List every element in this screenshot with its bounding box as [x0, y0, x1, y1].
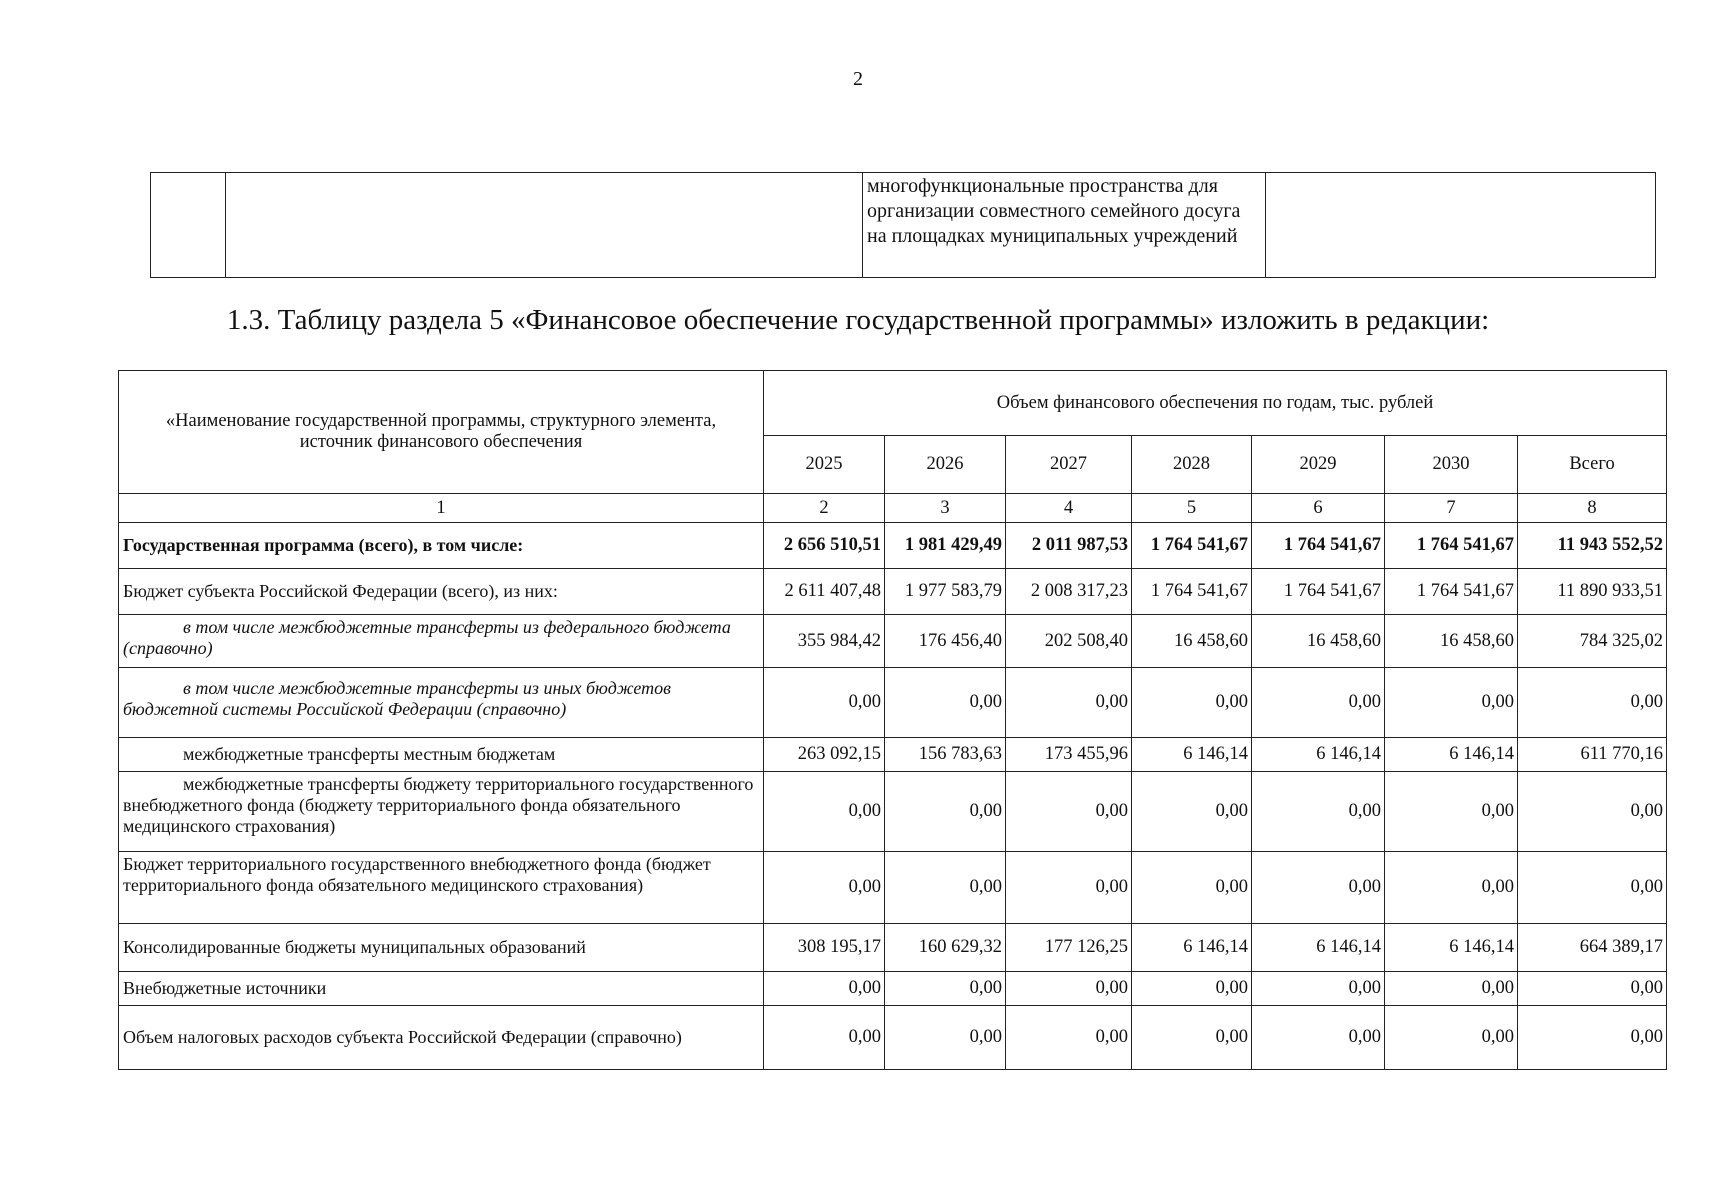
- value-cell: 6 146,14: [1132, 738, 1252, 772]
- page-number: 2: [853, 68, 863, 90]
- column-number: 7: [1385, 494, 1518, 523]
- value-cell: 0,00: [1252, 972, 1385, 1006]
- row-name: Бюджет территориального государственного внебюджетного фонда (бюджет территориального фонда обязательного медицинского страхования): [119, 852, 764, 924]
- row-name: Консолидированные бюджеты муниципальных образований: [119, 924, 764, 972]
- table-row: [119, 924, 1667, 972]
- value-cell: 0,00: [764, 668, 885, 738]
- value-cell: 6 146,14: [1252, 738, 1385, 772]
- value-cell: 0,00: [885, 1006, 1006, 1070]
- row-name: Государственная программа (всего), в том числе:: [119, 523, 764, 569]
- value-cell: 16 458,60: [1132, 615, 1252, 668]
- table-row: [119, 772, 1667, 852]
- value-cell: 0,00: [1252, 852, 1385, 924]
- table-row: [119, 569, 1667, 615]
- row-name: Объем налоговых расходов субъекта Российской Федерации (справочно): [119, 1006, 764, 1070]
- row-name: Бюджет субъекта Российской Федерации (всего), из них:: [119, 569, 764, 615]
- value-cell: 0,00: [1385, 668, 1518, 738]
- value-cell: 6 146,14: [1385, 924, 1518, 972]
- value-cell: 0,00: [764, 1006, 885, 1070]
- column-number: 6: [1252, 494, 1385, 523]
- year-header: 2030: [1385, 436, 1518, 494]
- row-name: межбюджетные трансферты бюджету территориального государственного внебюджетного фонда (бюджету территориального фонда обязательного медицинского страхования): [119, 772, 764, 852]
- year-header: 2029: [1252, 436, 1385, 494]
- value-cell: 0,00: [1252, 668, 1385, 738]
- value-cell: 0,00: [885, 772, 1006, 852]
- value-cell: 11 943 552,52: [1518, 523, 1667, 569]
- value-cell: 0,00: [1006, 1006, 1132, 1070]
- value-cell: 0,00: [1132, 668, 1252, 738]
- table-row: [151, 173, 1656, 278]
- value-cell: 2 611 407,48: [764, 569, 885, 615]
- value-cell: 176 456,40: [885, 615, 1006, 668]
- value-cell: 202 508,40: [1006, 615, 1132, 668]
- value-cell: 263 092,15: [764, 738, 885, 772]
- value-cell: 0,00: [1006, 772, 1132, 852]
- table-row: [119, 1006, 1667, 1070]
- value-cell: 1 764 541,67: [1385, 523, 1518, 569]
- value-cell: 0,00: [1518, 668, 1667, 738]
- column-number: 8: [1518, 494, 1667, 523]
- value-cell: 664 389,17: [1518, 924, 1667, 972]
- value-cell: 0,00: [885, 972, 1006, 1006]
- value-cell: 0,00: [1518, 772, 1667, 852]
- value-cell: 2 011 987,53: [1006, 523, 1132, 569]
- value-cell: 0,00: [1252, 772, 1385, 852]
- value-cell: 6 146,14: [1252, 924, 1385, 972]
- value-cell: 177 126,25: [1006, 924, 1132, 972]
- value-cell: 1 764 541,67: [1385, 569, 1518, 615]
- row-name: межбюджетные трансферты местным бюджетам: [119, 738, 764, 772]
- table-cell: [151, 173, 226, 278]
- value-cell: 11 890 933,51: [1518, 569, 1667, 615]
- value-cell: 1 764 541,67: [1132, 523, 1252, 569]
- total-header: Всего: [1518, 436, 1667, 494]
- value-cell: 0,00: [1385, 852, 1518, 924]
- value-cell: 0,00: [1132, 852, 1252, 924]
- header-row: [119, 371, 1667, 436]
- value-cell: 0,00: [1006, 852, 1132, 924]
- value-cell: 1 764 541,67: [1252, 523, 1385, 569]
- value-cell: 0,00: [1132, 772, 1252, 852]
- value-cell: 0,00: [1518, 1006, 1667, 1070]
- section-heading: 1.3. Таблицу раздела 5 «Финансовое обеспечение государственной программы» изложить в редакции:: [226, 304, 1490, 336]
- value-cell: 0,00: [764, 772, 885, 852]
- column-number: 2: [764, 494, 885, 523]
- value-cell: 1 764 541,67: [1132, 569, 1252, 615]
- value-cell: 156 783,63: [885, 738, 1006, 772]
- column-numbers-row: [119, 494, 1667, 523]
- value-cell: 355 984,42: [764, 615, 885, 668]
- value-cell: 0,00: [1006, 668, 1132, 738]
- value-cell: 173 455,96: [1006, 738, 1132, 772]
- value-cell: 2 656 510,51: [764, 523, 885, 569]
- value-cell: 0,00: [885, 668, 1006, 738]
- table-cell: [863, 173, 1266, 278]
- value-cell: 0,00: [1385, 1006, 1518, 1070]
- row-name: в том числе межбюджетные трансферты из иных бюджетов бюджетной системы Российской Федерации (справочно): [119, 668, 764, 738]
- value-cell: 611 770,16: [1518, 738, 1667, 772]
- value-cell: 6 146,14: [1132, 924, 1252, 972]
- value-cell: 1 977 583,79: [885, 569, 1006, 615]
- value-cell: 1 764 541,67: [1252, 569, 1385, 615]
- value-cell: 784 325,02: [1518, 615, 1667, 668]
- continuation-table: [150, 172, 1656, 278]
- value-cell: 16 458,60: [1385, 615, 1518, 668]
- value-cell: 0,00: [1006, 972, 1132, 1006]
- value-cell: 0,00: [1518, 972, 1667, 1006]
- column-number: 4: [1006, 494, 1132, 523]
- name-column-header: «Наименование государственной программы, структурного элемента, источник финансового обеспечения: [119, 371, 764, 494]
- value-cell: 160 629,32: [885, 924, 1006, 972]
- value-cell: 2 008 317,23: [1006, 569, 1132, 615]
- value-cell: 0,00: [764, 852, 885, 924]
- value-cell: 0,00: [764, 972, 885, 1006]
- column-number: 3: [885, 494, 1006, 523]
- table-cell: [1266, 173, 1656, 278]
- year-header: 2028: [1132, 436, 1252, 494]
- volume-header: Объем финансового обеспечения по годам, тыс. рублей: [764, 371, 1667, 436]
- value-cell: 0,00: [1385, 772, 1518, 852]
- year-header: 2027: [1006, 436, 1132, 494]
- year-header: 2025: [764, 436, 885, 494]
- row-name: Внебюджетные источники: [119, 972, 764, 1006]
- table-row: [119, 615, 1667, 668]
- value-cell: 0,00: [1252, 1006, 1385, 1070]
- value-cell: 0,00: [1132, 972, 1252, 1006]
- value-cell: 0,00: [1518, 852, 1667, 924]
- continuation-text: многофункциональные пространства для организации совместного семейного досуга на площадках муниципальных учреждений: [867, 175, 1241, 247]
- table-row: [119, 738, 1667, 772]
- column-number: 5: [1132, 494, 1252, 523]
- value-cell: 0,00: [1385, 972, 1518, 1006]
- table-row: [119, 668, 1667, 738]
- finance-table: [118, 370, 1667, 1070]
- value-cell: 308 195,17: [764, 924, 885, 972]
- value-cell: 0,00: [1132, 1006, 1252, 1070]
- value-cell: 1 981 429,49: [885, 523, 1006, 569]
- value-cell: 6 146,14: [1385, 738, 1518, 772]
- column-number: 1: [119, 494, 764, 523]
- table-row: [119, 523, 1667, 569]
- table-row: [119, 852, 1667, 924]
- value-cell: 0,00: [885, 852, 1006, 924]
- row-name: в том числе межбюджетные трансферты из федерального бюджета (справочно): [119, 615, 764, 668]
- table-row: [119, 972, 1667, 1006]
- table-cell: [226, 173, 863, 278]
- year-header: 2026: [885, 436, 1006, 494]
- value-cell: 16 458,60: [1252, 615, 1385, 668]
